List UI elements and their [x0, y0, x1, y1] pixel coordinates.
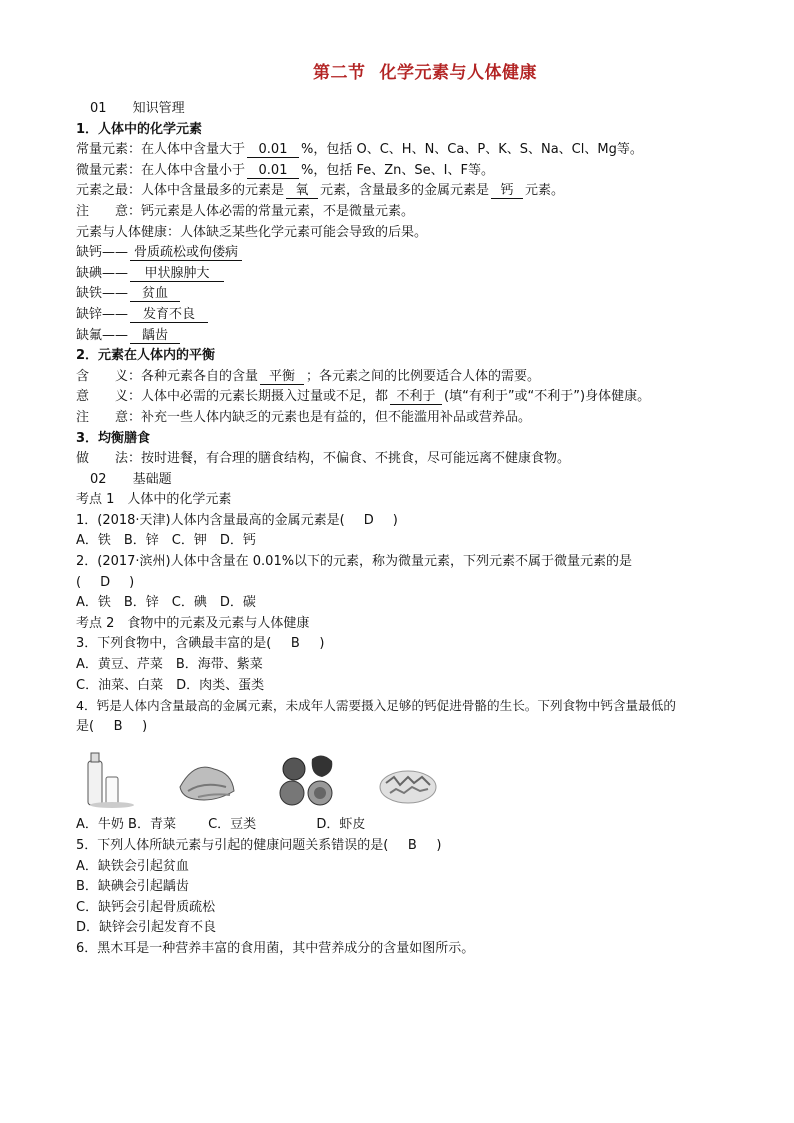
deficit-answer: 甲状腺肿大: [130, 266, 224, 282]
deficit-row: 缺钙—— 骨质疏松或佝偻病: [76, 243, 752, 264]
deficit-answer: 龋齿: [130, 328, 180, 344]
deficit-row: 缺锌—— 发育不良: [76, 305, 752, 326]
deficit-row: 缺铁—— 贫血: [76, 284, 752, 305]
most-metal-answer: 钙: [491, 183, 523, 199]
question-2: 2．(2017·滨州)人体中含量在 0.01%以下的元素，称为微量元素，下列元素不属于微量元素的是: [76, 554, 633, 570]
q2-answer: D: [100, 574, 111, 590]
q5-option: A．缺铁会引起贫血: [76, 858, 189, 874]
question-5: 5．下列人体所缺元素与引起的健康问题关系错误的是( B ): [76, 836, 752, 857]
significance-answer: 不利于: [390, 389, 442, 405]
kaodian-1: 考点 1 人体中的化学元素: [76, 492, 232, 508]
changliang-line: 常量元素：在人体中含量大于 0.01 %，包括 O、C、H、N、Ca、P、K、S、Na、Cl、Mg等。: [76, 142, 643, 158]
element-superlative-line: 元素之最：人体中含量最多的元素是 氧 元素，含量最多的金属元素是 钙 元素。: [76, 183, 565, 199]
q1-answer: D: [363, 512, 374, 528]
q5-answer: B: [407, 838, 417, 853]
question-4: 4．钙是人体内含量最高的金属元素，未成年人需要摄入足够的钙促进骨骼的生长。下列食物中钙含量最低的: [76, 698, 676, 714]
q3-options-ab: A．黄豆、芹菜 B．海带、紫菜: [76, 657, 263, 673]
deficit-answer: 发育不良: [130, 307, 208, 323]
weiliang-answer: 0.01: [247, 163, 299, 179]
balance-answer: 平衡: [260, 369, 304, 385]
balance-meaning-line: 含 义：各种元素各自的含量 平衡 ；各元素之间的比例要适合人体的需要。: [76, 368, 541, 384]
question-6: 6．黑木耳是一种营养丰富的食用菌，其中营养成分的含量如图所示。: [76, 940, 475, 956]
deficit-row: 缺碘—— 甲状腺肿大: [76, 264, 752, 285]
beans-image: [268, 747, 348, 811]
page-title: [98, 58, 752, 83]
balanced-diet-method: 做 法：按时进餐，有合理的膳食结构，不偏食、不挑食，尽可能远离不健康食物。: [76, 451, 571, 467]
q1-options: A．铁 B．锌 C．钾 D．钙: [76, 533, 256, 549]
q5-option: D．缺锌会引起发育不良: [76, 920, 217, 936]
question-1: 1．(2018·天津)人体内含量最高的金属元素是( D ): [76, 511, 752, 532]
title-section: 第二节: [313, 63, 366, 83]
deficit-answer: 骨质疏松或佝偻病: [130, 245, 242, 261]
q4-answer-line: 是( B ): [76, 717, 752, 738]
dried-shrimp-image: [372, 747, 444, 811]
milk-image: [80, 747, 144, 811]
section-01-heading: 01 知识管理: [90, 101, 185, 116]
section-02-heading: 02 基础题: [90, 471, 172, 487]
question-3: 3．下列食物中，含碘最丰富的是( B ): [76, 634, 752, 655]
weiliang-line: 微量元素：在人体中含量小于 0.01 %，包括 Fe、Zn、Se、I、F等。: [76, 162, 494, 178]
q2-answer-line: ( D ): [76, 573, 752, 594]
element-health-intro: 元素与人体健康：人体缺乏某些化学元素可能会导致的后果。: [76, 224, 428, 240]
q5-option: B．缺碘会引起龋齿: [76, 879, 189, 895]
q4-options: A．牛奶 B．青菜 C．豆类 D．虾皮: [76, 817, 366, 833]
vegetable-image: [168, 747, 244, 811]
q4-food-images: [80, 745, 752, 811]
q3-options-cd: C．油菜、白菜 D．肉类、蛋类: [76, 677, 265, 693]
topic-2-heading: 2．元素在人体内的平衡: [76, 348, 216, 364]
q3-answer: B: [290, 636, 300, 652]
q4-answer: B: [113, 718, 123, 734]
note-calcium: 注 意：钙元素是人体必需的常量元素，不是微量元素。: [76, 203, 415, 219]
topic-1-heading: 1．人体中的化学元素: [76, 121, 203, 137]
balance-significance-line: 意 义：人体中必需的元素长期摄入过量或不足，都 不利于 (填“有利于”或“不利于”)身体健康。: [76, 389, 651, 405]
kaodian-2: 考点 2 食物中的元素及元素与人体健康: [76, 615, 310, 631]
worksheet-page: [76, 58, 752, 960]
deficit-row: 缺氟—— 龋齿: [76, 326, 752, 347]
note-supplements: 注 意：补充一些人体内缺乏的元素也是有益的，但不能滥用补品或营养品。: [76, 409, 532, 425]
deficit-answer: 贫血: [130, 286, 180, 302]
most-element-answer: 氧: [286, 183, 318, 199]
q5-option: C．缺钙会引起骨质疏松: [76, 899, 216, 915]
q2-options: A．铁 B．锌 C．碘 D．碳: [76, 595, 256, 611]
title-topic: 化学元素与人体健康: [379, 63, 537, 83]
topic-3-heading: 3．均衡膳食: [76, 430, 151, 446]
changliang-answer: 0.01: [247, 142, 299, 158]
